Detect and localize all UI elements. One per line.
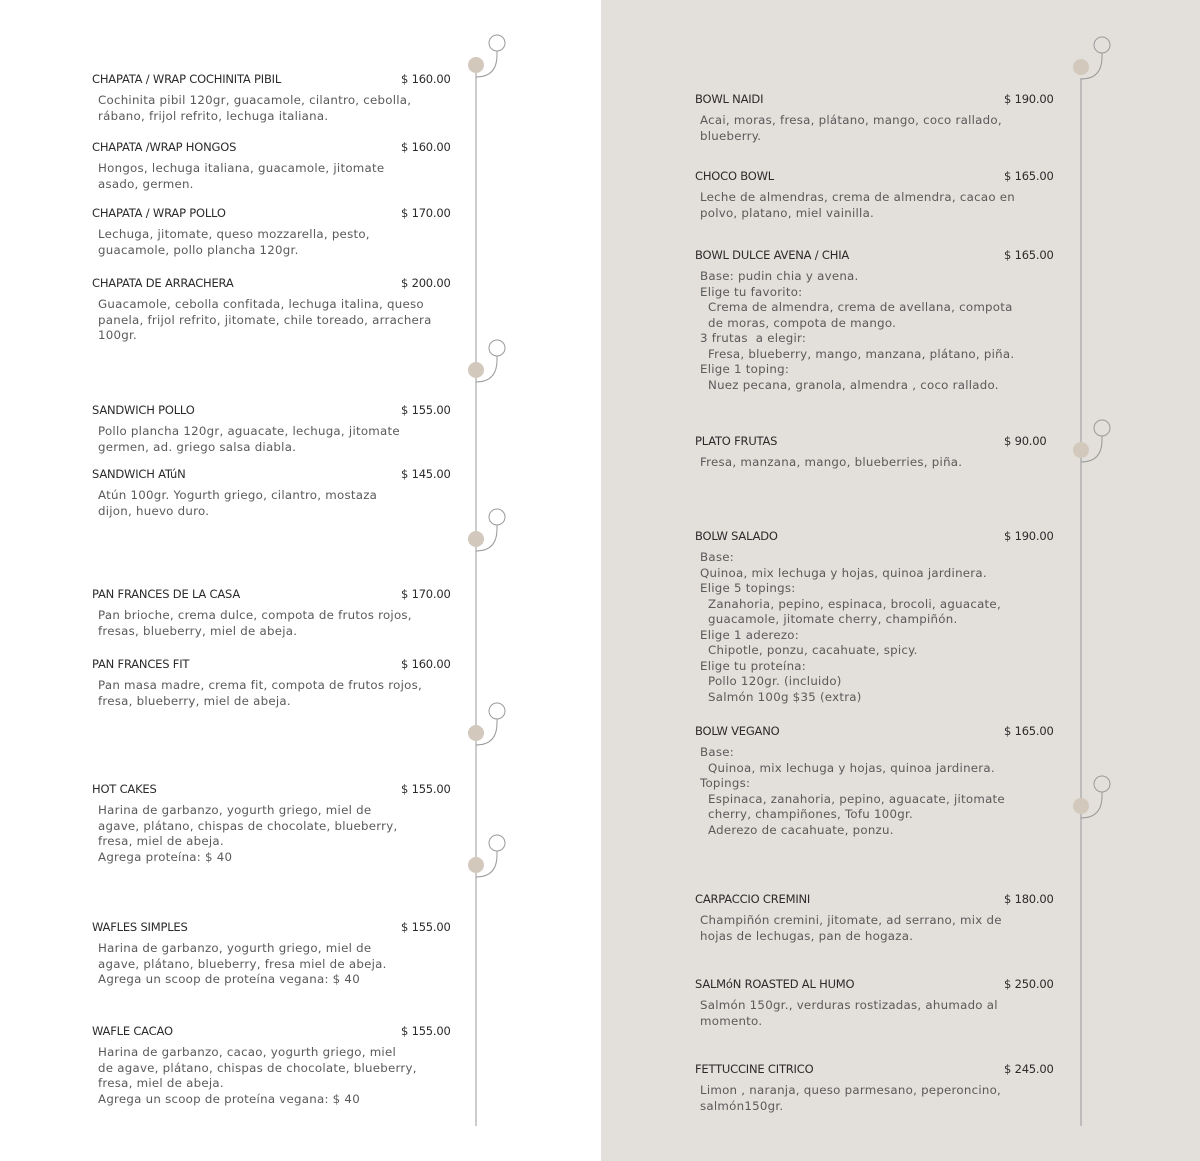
menu-item-price: $ 200.00 — [401, 276, 451, 290]
ornament-ring — [1094, 420, 1110, 436]
menu-item-price: $ 165.00 — [1004, 724, 1054, 738]
menu-item-description — [700, 1083, 1001, 1114]
ornament-ring — [489, 35, 505, 51]
description-line: salmón150gr. — [700, 1098, 784, 1113]
description-line: Harina de garbanzo, yogurth griego, miel de — [98, 941, 372, 955]
menu-item-description — [98, 1045, 417, 1107]
description-line: Elige 5 topings: — [700, 581, 796, 595]
menu-item-name: CHAPATA / WRAP POLLO — [92, 206, 226, 220]
menu-item-description — [98, 678, 422, 709]
description-line: Zanahoria, pepino, espinaca, brocoli, aguacate, — [700, 596, 1001, 611]
menu-item-price: $ 190.00 — [1004, 92, 1054, 106]
description-line: Cochinita pibil 120gr, guacamole, cilantro, cebolla, — [98, 93, 412, 107]
left-timeline — [468, 35, 505, 1126]
menu-item-name: SALMóN ROASTED AL HUMO — [695, 977, 855, 991]
description-line: 3 frutas a elegir: — [700, 331, 807, 345]
description-line: blueberry. — [700, 128, 762, 143]
description-line: fresas, blueberry, miel de abeja. — [98, 623, 298, 638]
ornament-ring — [489, 509, 505, 525]
menu-item-description — [98, 297, 432, 344]
menu-item-description — [700, 550, 1001, 705]
description-line: Pan brioche, crema dulce, compota de frutos rojos, — [98, 608, 412, 622]
description-line: Fresa, blueberry, mango, manzana, plátano, piña. — [700, 346, 1015, 361]
menu-item-description — [98, 227, 370, 258]
menu-item-description — [700, 913, 1002, 944]
right-timeline — [1073, 37, 1110, 1126]
ornament-dot — [1073, 442, 1089, 458]
description-line: Harina de garbanzo, yogurth griego, miel de — [98, 803, 372, 817]
description-line: hojas de lechugas, pan de hogaza. — [700, 928, 914, 943]
description-line: cherry, champiñones, Tofu 100gr. — [700, 807, 914, 821]
description-line: Pollo 120gr. (incluido) — [700, 674, 842, 688]
description-line: Hongos, lechuga italiana, guacamole, jitomate — [98, 161, 385, 175]
menu-item-price: $ 190.00 — [1004, 529, 1054, 543]
menu-item-price: $ 170.00 — [401, 587, 451, 601]
description-line: guacamole, pollo plancha 120gr. — [98, 242, 299, 257]
ornament-ring — [489, 340, 505, 356]
menu-item-name: BOLW VEGANO — [695, 724, 780, 738]
description-line: panela, frijol refrito, jitomate, chile toreado, arrachera — [98, 312, 432, 327]
description-line: Harina de garbanzo, cacao, yogurth griego, miel — [98, 1045, 396, 1059]
menu-item-name: BOLW SALADO — [695, 529, 778, 543]
description-line: Elige 1 toping: — [700, 362, 790, 376]
menu-item-description — [700, 190, 1015, 221]
description-line: agave, plátano, chispas de chocolate, blueberry, — [98, 818, 398, 833]
ornament-dot — [468, 362, 484, 378]
menu-item-description — [98, 803, 397, 865]
description-line: Elige tu proteína: — [700, 658, 806, 673]
description-line: Agrega un scoop de proteína vegana: $ 40 — [98, 972, 360, 986]
ornament-dot — [468, 857, 484, 873]
description-line: Quinoa, mix lechuga y hojas, quinoa jardinera. — [700, 760, 995, 775]
description-line: Base: — [700, 550, 734, 564]
menu-item-description — [98, 608, 412, 639]
menu-item-name: SANDWICH ATúN — [92, 467, 186, 481]
menu-item-name: CHAPATA / WRAP COCHINITA PIBIL — [92, 72, 282, 86]
description-line: Pollo plancha 120gr, aguacate, lechuga, jitomate — [98, 424, 400, 438]
description-line: fresa, miel de abeja. — [98, 1076, 224, 1090]
menu-item-name: BOWL DULCE AVENA / CHIA — [695, 248, 850, 262]
menu-item-price: $ 160.00 — [401, 140, 451, 154]
description-line: Aderezo de cacahuate, ponzu. — [700, 822, 894, 837]
menu-item-description — [700, 998, 998, 1029]
menu-item-name: HOT CAKES — [92, 782, 157, 796]
ornament-ring — [1094, 37, 1110, 53]
description-line: Agrega un scoop de proteína vegana: $ 40 — [98, 1091, 360, 1106]
description-line: momento. — [700, 1013, 763, 1028]
ornament-ring — [1094, 776, 1110, 792]
menu-item-price: $ 245.00 — [1004, 1062, 1054, 1076]
description-line: Fresa, manzana, mango, blueberries, piña. — [700, 455, 963, 469]
menu-item-price: $ 155.00 — [401, 782, 451, 796]
menu-item-description — [700, 113, 1002, 144]
description-line: Nuez pecana, granola, almendra , coco rallado. — [700, 377, 999, 392]
menu-item-name: PAN FRANCES FIT — [92, 657, 190, 671]
menu-item-description — [98, 941, 387, 988]
description-line: de moras, compota de mango. — [700, 315, 897, 330]
description-line: agave, plátano, blueberry, fresa miel de abeja. — [98, 956, 387, 971]
ornament-dot — [468, 725, 484, 741]
menu-item-name: SANDWICH POLLO — [92, 403, 195, 417]
description-line: Salmón 100g $35 (extra) — [700, 689, 862, 704]
menu-item-name: WAFLE CACAO — [92, 1024, 173, 1038]
menu-item-price: $ 250.00 — [1004, 977, 1054, 991]
menu-item-name: CHAPATA /WRAP HONGOS — [92, 140, 237, 154]
description-line: Salmón 150gr., verduras rostizadas, ahumado al — [700, 998, 998, 1012]
menu-item-name: CHAPATA DE ARRACHERA — [92, 276, 234, 290]
menu-item-price: $ 170.00 — [401, 206, 451, 220]
description-line: polvo, platano, miel vainilla. — [700, 205, 875, 220]
description-line: germen, ad. griego salsa diabla. — [98, 439, 297, 454]
description-line: Atún 100gr. Yogurth griego, cilantro, mostaza — [98, 488, 378, 502]
menu-item-name: PAN FRANCES DE LA CASA — [92, 587, 241, 601]
menu-item-name: CARPACCIO CREMINI — [695, 892, 811, 906]
menu-item-description — [98, 161, 384, 192]
menu-item-name: WAFLES SIMPLES — [92, 920, 188, 934]
menu-item-price: $ 155.00 — [401, 920, 451, 934]
menu-item-name: CHOCO BOWL — [695, 169, 774, 183]
description-line: asado, germen. — [98, 176, 194, 191]
menu-item-name: BOWL NAIDI — [695, 92, 764, 106]
menu-item-name: FETTUCCINE CITRICO — [695, 1062, 814, 1076]
ornament-dot — [1073, 59, 1089, 75]
description-line: Crema de almendra, crema de avellana, compota — [700, 300, 1013, 314]
ornament-dot — [468, 531, 484, 547]
menu-item-price: $ 145.00 — [401, 467, 451, 481]
ornament-dot — [468, 57, 484, 73]
description-line: rábano, frijol refrito, lechuga italiana. — [98, 108, 329, 123]
menu-item-name: PLATO FRUTAS — [695, 434, 778, 448]
menu-item-description — [98, 93, 411, 124]
description-line: Chipotle, ponzu, cacahuate, spicy. — [700, 643, 918, 657]
menu-item-description — [98, 488, 377, 519]
description-line: Base: pudin chia y avena. — [700, 269, 859, 283]
description-line: Acai, moras, fresa, plátano, mango, coco rallado, — [700, 113, 1002, 127]
description-line: Guacamole, cebolla confitada, lechuga italina, queso — [98, 297, 424, 311]
menu-item-description — [700, 455, 962, 471]
menu-item-price: $ 180.00 — [1004, 892, 1054, 906]
description-line: Base: — [700, 745, 734, 759]
description-line: guacamole, jitomate cherry, champiñón. — [700, 612, 958, 626]
description-line: Quinoa, mix lechuga y hojas, quinoa jardinera. — [700, 565, 987, 580]
description-line: Elige 1 aderezo: — [700, 627, 799, 642]
description-line: de agave, plátano, chispas de chocolate, blueberry, — [98, 1060, 417, 1075]
ornament-ring — [489, 703, 505, 719]
ornament-ring — [489, 835, 505, 851]
menu-item-description — [98, 424, 400, 455]
description-line: Lechuga, jitomate, queso mozzarella, pesto, — [98, 227, 370, 241]
description-line: fresa, miel de abeja. — [98, 834, 224, 848]
menu-item-price: $ 165.00 — [1004, 169, 1054, 183]
menu-item-price: $ 155.00 — [401, 1024, 451, 1038]
description-line: Limon , naranja, queso parmesano, peperoncino, — [700, 1083, 1002, 1097]
menu-item-price: $ 90.00 — [1004, 434, 1047, 448]
description-line: Champiñón cremini, jitomate, ad serrano, mix de — [700, 913, 1002, 927]
description-line: Topings: — [700, 776, 751, 790]
menu-item-price: $ 160.00 — [401, 72, 451, 86]
ornament-dot — [1073, 798, 1089, 814]
menu-item-price: $ 160.00 — [401, 657, 451, 671]
menu-item-price: $ 155.00 — [401, 403, 451, 417]
description-line: dijon, huevo duro. — [98, 503, 210, 518]
menu-item-price: $ 165.00 — [1004, 248, 1054, 262]
description-line: Elige tu favorito: — [700, 284, 803, 299]
menu-item-description — [700, 269, 1014, 393]
description-line: Pan masa madre, crema fit, compota de frutos rojos, — [98, 678, 422, 692]
description-line: Agrega proteína: $ 40 — [98, 849, 233, 864]
description-line: 100gr. — [98, 328, 138, 342]
description-line: Leche de almendras, crema de almendra, cacao en — [700, 190, 1016, 204]
description-line: fresa, blueberry, miel de abeja. — [98, 693, 291, 708]
menu-item-description — [700, 745, 1005, 838]
description-line: Espinaca, zanahoria, pepino, aguacate, jitomate — [700, 791, 1005, 806]
